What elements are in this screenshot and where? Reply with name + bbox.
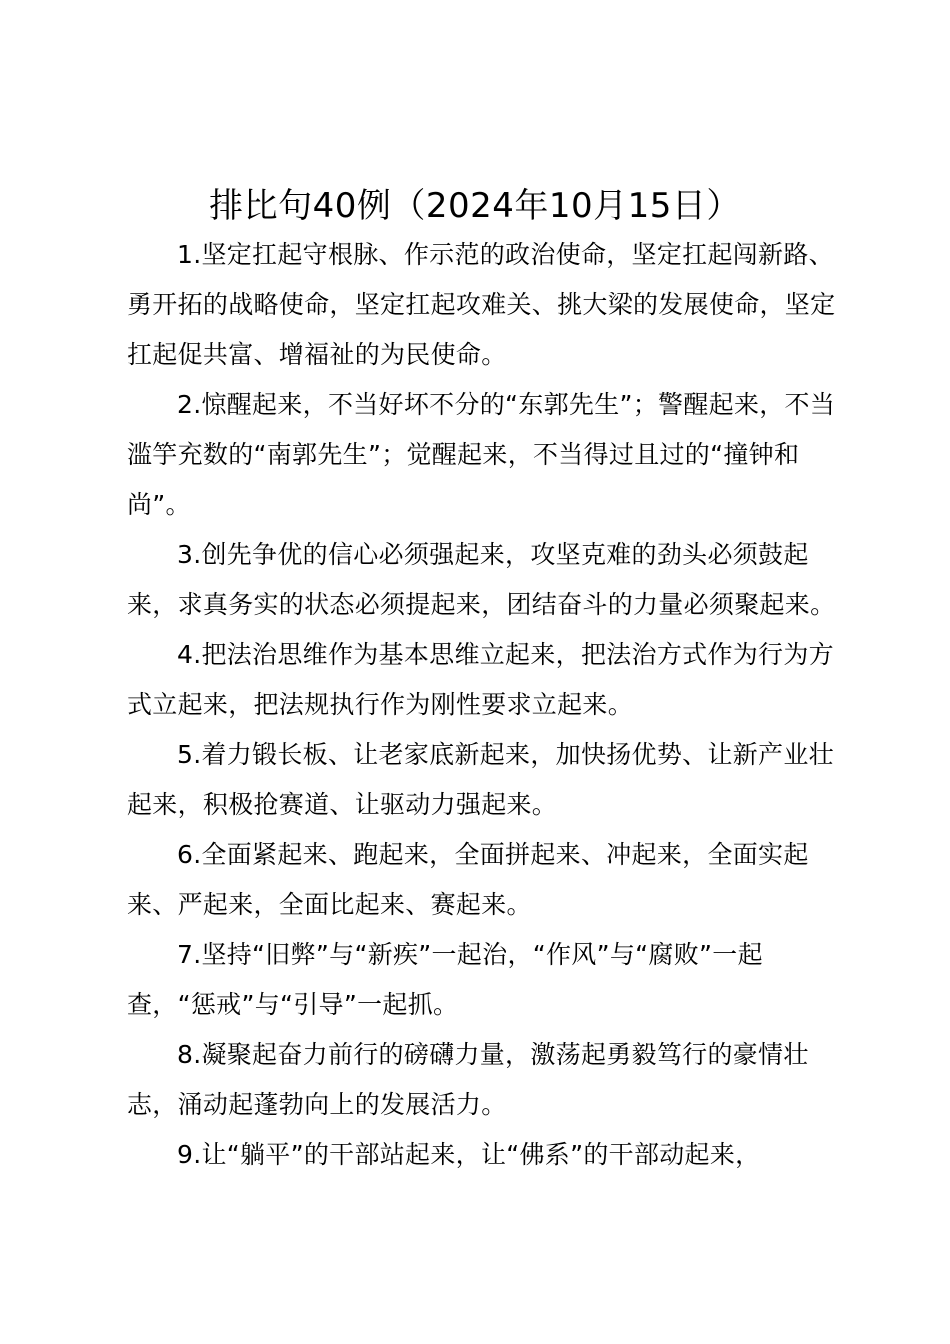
paragraph-3: 3.创先争优的信心必须强起来，攻坚克难的劲头必须鼓起来，求真务实的状态必须提起来，团结奋斗的力量必须聚起来。 [127, 540, 836, 619]
paragraph-9: 9.让“躺平”的干部站起来，让“佛系”的干部动起来， [177, 1140, 761, 1169]
paragraph-2: 2.惊醒起来，不当好坏不分的“东郭先生”；警醒起来，不当滥竽充数的“南郭先生”；觉醒起来，不当得过且过的“撞钟和尚”。 [127, 390, 836, 519]
paragraph-7: 7.坚持“旧弊”与“新疾”一起治，“作风”与“腐败”一起查，“惩戒”与“引导”一起抓。 [127, 940, 763, 1019]
paragraph-5: 5.着力锻长板、让老家底新起来，加快扬优势、让新产业壮起来，积极抢赛道、让驱动力强起来。 [127, 740, 834, 819]
paragraph-1: 1.坚定扛起守根脉、作示范的政治使命，坚定扛起闯新路、勇开拓的战略使命，坚定扛起攻难关、挑大梁的发展使命，坚定扛起促共富、增福祉的为民使命。 [127, 240, 836, 369]
document-body [127, 230, 839, 1180]
paragraph-8: 8.凝聚起奋力前行的磅礴力量，激荡起勇毅笃行的豪情壮志，涌动起蓬勃向上的发展活力。 [127, 1040, 809, 1119]
paragraph-4: 4.把法治思维作为基本思维立起来，把法治方式作为行为方式立起来，把法规执行作为刚性要求立起来。 [127, 640, 834, 719]
paragraph-6: 6.全面紧起来、跑起来，全面拼起来、冲起来，全面实起来、严起来，全面比起来、赛起来。 [127, 840, 809, 919]
document-title: 排比句40例（2024年10月15日） [209, 186, 741, 226]
